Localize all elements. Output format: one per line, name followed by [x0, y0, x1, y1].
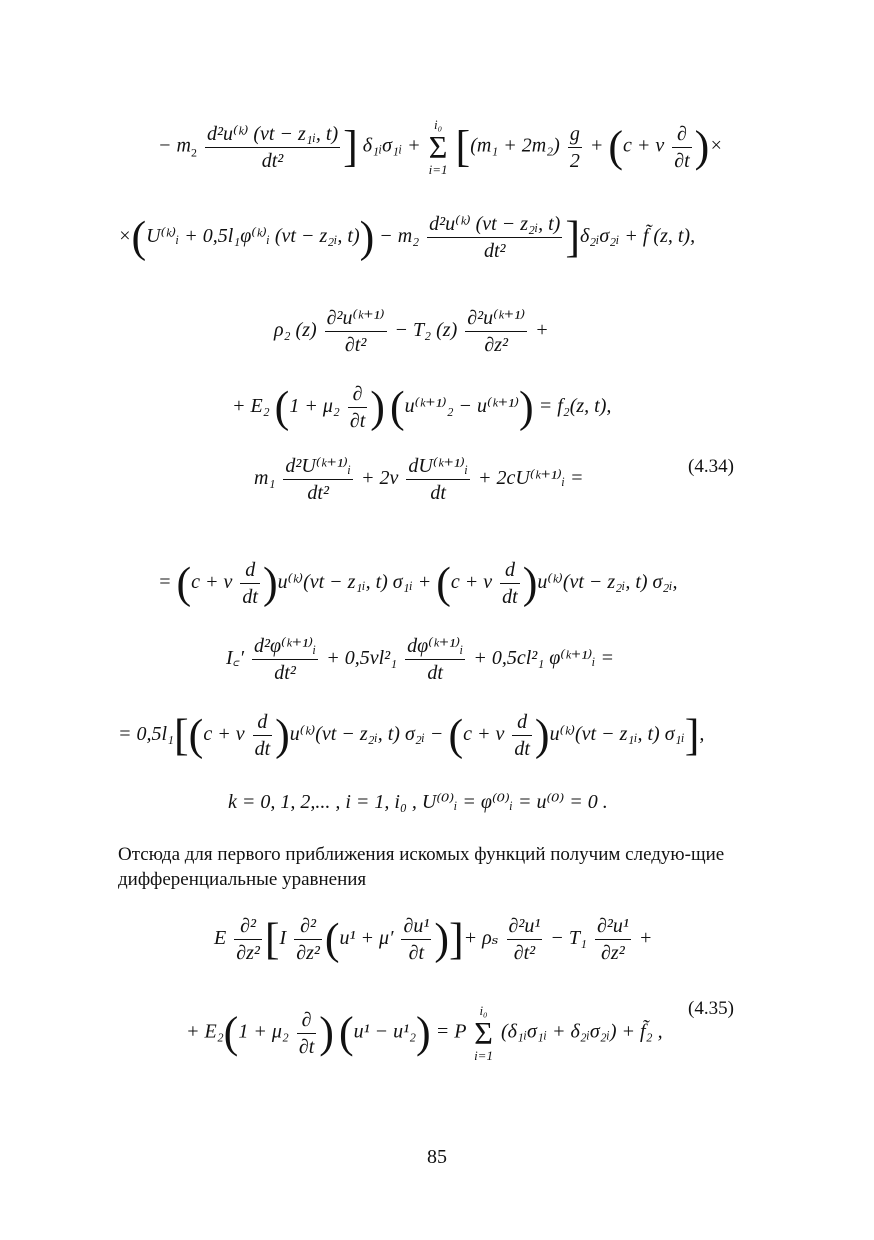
- fraction: [294, 916, 322, 963]
- paren-close: ): [416, 1008, 431, 1057]
- bracket-open: [: [174, 710, 189, 760]
- fraction: [595, 916, 631, 963]
- eq-text: δ₂ᵢσ₂ᵢ + f̃ (z, t),: [579, 225, 696, 248]
- fraction: [568, 124, 582, 171]
- fraction: [283, 456, 353, 503]
- paren-open: (: [324, 914, 340, 964]
- numerator: d²U⁽ᵏ⁺¹⁾ᵢ: [283, 456, 353, 480]
- paren-open: (: [608, 122, 623, 171]
- equation-line-10: [214, 916, 652, 963]
- eq-text: m₁: [254, 467, 276, 490]
- eq-text: I꜀′: [226, 647, 244, 670]
- bracket-close: ]: [684, 710, 700, 760]
- eq-text: I: [279, 927, 287, 950]
- eq-text: =: [158, 571, 172, 594]
- fraction: [205, 124, 340, 171]
- numerator: dφ⁽ᵏ⁺¹⁾ᵢ: [405, 636, 465, 660]
- numerator: d²u⁽ᵏ⁾ (vt − z₁ᵢ, t): [205, 124, 340, 148]
- denominator: ∂z²: [484, 334, 509, 356]
- fraction: [297, 1010, 316, 1057]
- bracket-close: ]: [343, 122, 358, 171]
- paren-close: ): [319, 1008, 334, 1057]
- denominator: dt: [254, 738, 271, 760]
- denominator: dt: [242, 586, 258, 608]
- numerator: ∂u¹: [401, 916, 431, 940]
- numerator: ∂²: [294, 916, 322, 940]
- numerator: d²φ⁽ᵏ⁺¹⁾ᵢ: [252, 636, 318, 660]
- numerator: ∂: [348, 384, 367, 408]
- numerator: g: [568, 124, 582, 148]
- fraction: [500, 560, 520, 607]
- numerator: d: [240, 560, 260, 584]
- eq-text: (m₁ + 2m₂): [470, 134, 560, 157]
- eq-text: +: [589, 134, 604, 157]
- numerator: dU⁽ᵏ⁺¹⁾ᵢ: [406, 456, 470, 480]
- denominator: dt²: [274, 662, 296, 684]
- denominator: ∂t: [349, 410, 366, 432]
- page-number: 85: [427, 1146, 447, 1168]
- eq-text: 1 + μ₂: [238, 1020, 289, 1043]
- eq-text: c + v: [203, 723, 245, 746]
- paragraph-text: Отсюда для первого приближения искомых функций получим следую-щие дифференциальные уравнения: [118, 844, 725, 890]
- paren-open: (: [389, 382, 405, 432]
- denominator: dt: [514, 738, 530, 760]
- fraction: [234, 916, 262, 963]
- eq-text: +: [535, 319, 549, 342]
- equation-line-1: − $m_2$ $\frac{\text{d²u⁽ᵏ⁾ (vt − z₁ᵢ, t)}}{\text{dt²}}$ ] δ₁ᵢσ₁ᵢ + i₀ Σ i=1 [(m₁ + 2m₂) $\frac{g}{2}$ + (c + v $\frac{\partial}{\partial t}$ )×: [158, 117, 723, 177]
- denominator: ∂t: [674, 149, 690, 172]
- eq-text: U⁽ᵏ⁾ᵢ + 0,5l₁φ⁽ᵏ⁾ᵢ (vt − z₂ᵢ, t): [146, 225, 360, 248]
- eq-text: − T₁: [550, 927, 587, 950]
- equation-line-8: [118, 712, 704, 759]
- paren-close: ): [694, 122, 710, 171]
- denominator: ∂t: [408, 942, 425, 964]
- eq-text: ×: [709, 134, 723, 157]
- eq-text: c + v: [450, 571, 493, 594]
- denominator: dt: [502, 586, 518, 608]
- fraction: [427, 214, 562, 261]
- paren-open: (: [131, 212, 147, 262]
- sum-lower-limit: i=1: [474, 1048, 493, 1063]
- eq-text: = 0,5l₁: [118, 723, 175, 746]
- eq-text: u⁽ᵏ⁾(vt − z₁ᵢ, t) σ₁ᵢ: [549, 723, 685, 746]
- fraction: [325, 308, 387, 355]
- fraction: [672, 124, 691, 171]
- equation-line-5: [254, 456, 583, 503]
- sum-upper-limit: i₀: [434, 117, 443, 132]
- equation-line-9: k = 0, 1, 2,... , i = 1, i₀ , U⁽⁰⁾ᵢ = φ⁽⁰⁾ᵢ = u⁽⁰⁾ = 0 .: [228, 791, 608, 813]
- numerator: d: [512, 712, 532, 736]
- eq-text: ,: [699, 723, 705, 746]
- eq-text: c + v: [191, 571, 233, 594]
- sum-upper-limit: i₀: [479, 1003, 488, 1018]
- fraction: [406, 456, 470, 503]
- denominator: ∂t²: [513, 942, 536, 964]
- equation-line-4: [232, 384, 611, 431]
- eq-text: +: [638, 927, 653, 950]
- paren-close: ): [534, 710, 550, 760]
- eq-text: (δ₁ᵢσ₁ᵢ + δ₂ᵢσ₂ᵢ) + f̃₂ ,: [500, 1020, 663, 1043]
- summation: [474, 1004, 493, 1062]
- eq-text: u⁽ᵏ⁾(vt − z₂ᵢ, t) σ₂ᵢ −: [289, 723, 444, 746]
- paren-open: (: [188, 710, 204, 760]
- paren-close: ): [519, 382, 534, 432]
- denominator: 2: [569, 149, 580, 172]
- eq-text: − m₂: [379, 225, 420, 248]
- eq-text: E: [214, 927, 227, 950]
- fraction: [405, 636, 465, 683]
- equation-number-4-35: (4.35): [688, 998, 734, 1019]
- eq-text: u⁽ᵏ⁾(vt − z₁ᵢ, t) σ₁ᵢ +: [277, 571, 432, 594]
- fraction: [401, 916, 431, 963]
- bracket-open: [: [264, 914, 280, 964]
- equation-line-7: [226, 636, 614, 683]
- sum-lower-limit: i=1: [428, 162, 448, 177]
- sum-symbol: Σ: [428, 129, 448, 165]
- fraction: [252, 636, 318, 683]
- paren-open: (: [448, 710, 464, 760]
- eq-text: u⁽ᵏ⁺¹⁾₂ − u⁽ᵏ⁺¹⁾: [404, 395, 520, 418]
- numerator: ∂²u⁽ᵏ⁺¹⁾: [465, 308, 527, 332]
- denominator: dt²: [261, 149, 284, 172]
- eq-text: + ρₛ: [463, 927, 499, 950]
- eq-text: ρ₂ (z): [274, 319, 317, 342]
- paren-close: ): [359, 212, 375, 262]
- fraction: [253, 712, 273, 759]
- denominator: dt: [427, 662, 443, 684]
- paren-close: ): [262, 558, 278, 608]
- paren-close: ): [370, 382, 385, 432]
- eq-text: + E₂: [232, 395, 270, 418]
- eq-text: − m: [158, 134, 191, 157]
- numerator: ∂: [672, 124, 691, 148]
- fraction: [512, 712, 532, 759]
- fraction: [240, 560, 260, 607]
- denominator: ∂z²: [296, 942, 320, 964]
- numerator: ∂²: [234, 916, 262, 940]
- fraction: [507, 916, 543, 963]
- summation: [429, 118, 448, 176]
- eq-text: 1 + μ₂: [289, 395, 340, 418]
- equation-line-6: [158, 560, 678, 607]
- equation-number-4-34: (4.34): [688, 456, 734, 477]
- equation-line-2: [118, 214, 695, 261]
- numerator: ∂²u⁽ᵏ⁺¹⁾: [325, 308, 387, 332]
- paren-open: (: [176, 558, 192, 608]
- eq-text: + 2v: [361, 467, 399, 490]
- eq-text: ×: [118, 225, 132, 248]
- eq-text: u¹ − u¹₂: [353, 1020, 417, 1043]
- denominator: ∂z²: [236, 942, 260, 964]
- numerator: d²u⁽ᵏ⁾ (vt − z₂ᵢ, t): [427, 214, 562, 238]
- numerator: ∂²u¹: [595, 916, 631, 940]
- eq-text: c + v: [463, 723, 505, 746]
- denominator: ∂z²: [601, 942, 625, 964]
- eq-text: c + v: [622, 134, 665, 157]
- eq-text: u¹ + μ′: [339, 927, 394, 950]
- equation-line-11: [186, 1004, 663, 1062]
- numerator: d: [253, 712, 273, 736]
- eq-text: + 2cU⁽ᵏ⁺¹⁾ᵢ =: [478, 467, 584, 490]
- denominator: dt²: [307, 482, 329, 504]
- paren-close: ): [275, 710, 290, 760]
- paren-open: (: [223, 1008, 239, 1057]
- bracket-open: [: [455, 122, 471, 171]
- eq-text: − T₂ (z): [394, 319, 458, 342]
- paren-open: (: [274, 382, 290, 432]
- numerator: ∂: [297, 1010, 316, 1034]
- fraction: [465, 308, 527, 355]
- equation-line-3: [274, 308, 549, 355]
- sum-symbol: Σ: [474, 1015, 493, 1051]
- eq-text: = P: [435, 1020, 467, 1043]
- paren-open: (: [436, 558, 451, 608]
- eq-text: + 0,5vl²₁: [326, 647, 398, 670]
- numerator: d: [500, 560, 520, 584]
- paren-open: (: [338, 1008, 354, 1057]
- fraction: [348, 384, 367, 431]
- eq-text: δ₁ᵢσ₁ᵢ +: [362, 134, 421, 157]
- eq-text: + 0,5cl²₁ φ⁽ᵏ⁺¹⁾ᵢ =: [473, 647, 614, 670]
- paren-close: ): [434, 914, 449, 964]
- eq-text: + E₂: [186, 1020, 224, 1043]
- eq-text: u⁽ᵏ⁾(vt − z₂ᵢ, t) σ₂ᵢ,: [537, 571, 678, 594]
- denominator: dt²: [483, 240, 506, 262]
- denominator: ∂t²: [344, 334, 367, 356]
- numerator: ∂²u¹: [507, 916, 543, 940]
- paren-close: ): [522, 558, 538, 608]
- denominator: dt: [430, 482, 446, 504]
- eq-text: = f₂(z, t),: [538, 395, 612, 418]
- bracket-close: ]: [449, 914, 464, 964]
- denominator: ∂t: [298, 1035, 315, 1058]
- bracket-close: ]: [565, 212, 580, 262]
